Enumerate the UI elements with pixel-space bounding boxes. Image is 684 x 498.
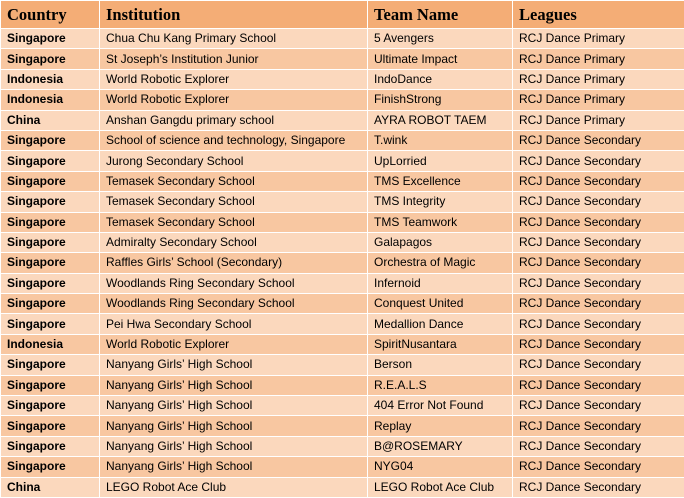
country-cell: Singapore	[1, 192, 100, 212]
league-cell: RCJ Dance Secondary	[513, 457, 684, 477]
table-row	[1, 375, 684, 395]
league-cell: RCJ Dance Secondary	[513, 232, 684, 252]
team-name-cell: IndoDance	[368, 69, 513, 89]
table-row	[1, 90, 684, 110]
team-name-cell: Ultimate Impact	[368, 49, 513, 69]
country-cell: Indonesia	[1, 334, 100, 354]
institution-cell: World Robotic Explorer	[100, 69, 368, 89]
institution-cell: Pei Hwa Secondary School	[100, 314, 368, 334]
institution-cell: Nanyang Girls’ High School	[100, 375, 368, 395]
league-cell: RCJ Dance Secondary	[513, 416, 684, 436]
table-row	[1, 396, 684, 416]
header-team-name: Team Name	[368, 1, 513, 29]
institution-cell: Woodlands Ring Secondary School	[100, 294, 368, 314]
league-cell: RCJ Dance Secondary	[513, 294, 684, 314]
table-body	[1, 29, 684, 498]
institution-cell: Nanyang Girls’ High School	[100, 416, 368, 436]
league-cell: RCJ Dance Secondary	[513, 151, 684, 171]
country-cell: Singapore	[1, 130, 100, 150]
table-row	[1, 253, 684, 273]
country-cell: Singapore	[1, 232, 100, 252]
country-cell: China	[1, 110, 100, 130]
institution-cell: Temasek Secondary School	[100, 212, 368, 232]
table-row	[1, 110, 684, 130]
country-cell: Singapore	[1, 436, 100, 456]
team-name-cell: AYRA ROBOT TAEM	[368, 110, 513, 130]
institution-cell: School of science and technology, Singapore	[100, 130, 368, 150]
league-cell: RCJ Dance Primary	[513, 49, 684, 69]
institution-cell: Temasek Secondary School	[100, 171, 368, 191]
league-cell: RCJ Dance Secondary	[513, 477, 684, 497]
institution-cell: Nanyang Girls’ High School	[100, 457, 368, 477]
table-row	[1, 355, 684, 375]
team-name-cell: R.E.A.L.S	[368, 375, 513, 395]
country-cell: Indonesia	[1, 69, 100, 89]
team-name-cell: Medallion Dance	[368, 314, 513, 334]
table-row	[1, 416, 684, 436]
league-cell: RCJ Dance Secondary	[513, 334, 684, 354]
header-row	[1, 1, 684, 29]
country-cell: Singapore	[1, 151, 100, 171]
table-row	[1, 49, 684, 69]
team-name-cell: B@ROSEMARY	[368, 436, 513, 456]
team-name-cell: 5 Avengers	[368, 29, 513, 49]
institution-cell: Jurong Secondary School	[100, 151, 368, 171]
team-name-cell: Replay	[368, 416, 513, 436]
team-name-cell: Conquest United	[368, 294, 513, 314]
institution-cell: Woodlands Ring Secondary School	[100, 273, 368, 293]
league-cell: RCJ Dance Secondary	[513, 253, 684, 273]
team-name-cell: NYG04	[368, 457, 513, 477]
league-cell: RCJ Dance Primary	[513, 69, 684, 89]
header-leagues: Leagues	[513, 1, 684, 29]
table-row	[1, 294, 684, 314]
table-row	[1, 314, 684, 334]
table-row	[1, 69, 684, 89]
institution-cell: Nanyang Girls’ High School	[100, 355, 368, 375]
table-row	[1, 273, 684, 293]
table-row	[1, 212, 684, 232]
institution-cell: Nanyang Girls’ High School	[100, 396, 368, 416]
table-row	[1, 151, 684, 171]
team-name-cell: Orchestra of Magic	[368, 253, 513, 273]
header-institution: Institution	[100, 1, 368, 29]
institution-cell: Chua Chu Kang Primary School	[100, 29, 368, 49]
country-cell: Singapore	[1, 375, 100, 395]
country-cell: Singapore	[1, 29, 100, 49]
league-cell: RCJ Dance Secondary	[513, 192, 684, 212]
team-name-cell: LEGO Robot Ace Club	[368, 477, 513, 497]
team-name-cell: UpLorried	[368, 151, 513, 171]
league-cell: RCJ Dance Secondary	[513, 273, 684, 293]
country-cell: Singapore	[1, 253, 100, 273]
team-name-cell: Infernoid	[368, 273, 513, 293]
country-cell: Singapore	[1, 457, 100, 477]
team-name-cell: Berson	[368, 355, 513, 375]
country-cell: Singapore	[1, 416, 100, 436]
table-row	[1, 192, 684, 212]
team-name-cell: T.wink	[368, 130, 513, 150]
institution-cell: World Robotic Explorer	[100, 334, 368, 354]
table-row	[1, 436, 684, 456]
table-row	[1, 130, 684, 150]
country-cell: Singapore	[1, 171, 100, 191]
league-cell: RCJ Dance Secondary	[513, 436, 684, 456]
country-cell: Singapore	[1, 49, 100, 69]
league-cell: RCJ Dance Secondary	[513, 130, 684, 150]
table-row	[1, 171, 684, 191]
team-name-cell: 404 Error Not Found	[368, 396, 513, 416]
table-row	[1, 457, 684, 477]
team-name-cell: FinishStrong	[368, 90, 513, 110]
league-cell: RCJ Dance Primary	[513, 90, 684, 110]
team-name-cell: SpiritNusantara	[368, 334, 513, 354]
team-name-cell: TMS Teamwork	[368, 212, 513, 232]
league-cell: RCJ Dance Primary	[513, 29, 684, 49]
institution-cell: LEGO Robot Ace Club	[100, 477, 368, 497]
institution-cell: St Joseph’s Institution Junior	[100, 49, 368, 69]
header-country: Country	[1, 1, 100, 29]
country-cell: Singapore	[1, 212, 100, 232]
league-cell: RCJ Dance Secondary	[513, 355, 684, 375]
league-cell: RCJ Dance Secondary	[513, 171, 684, 191]
table-row	[1, 477, 684, 497]
institution-cell: World Robotic Explorer	[100, 90, 368, 110]
institution-cell: Nanyang Girls’ High School	[100, 436, 368, 456]
league-cell: RCJ Dance Secondary	[513, 314, 684, 334]
institution-cell: Admiralty Secondary School	[100, 232, 368, 252]
league-cell: RCJ Dance Secondary	[513, 375, 684, 395]
institution-cell: Raffles Girls’ School (Secondary)	[100, 253, 368, 273]
table-row	[1, 334, 684, 354]
team-name-cell: TMS Integrity	[368, 192, 513, 212]
country-cell: Singapore	[1, 355, 100, 375]
country-cell: Singapore	[1, 294, 100, 314]
country-cell: Singapore	[1, 314, 100, 334]
league-cell: RCJ Dance Primary	[513, 110, 684, 130]
team-name-cell: TMS Excellence	[368, 171, 513, 191]
institution-cell: Temasek Secondary School	[100, 192, 368, 212]
team-name-cell: Galapagos	[368, 232, 513, 252]
country-cell: Singapore	[1, 396, 100, 416]
league-cell: RCJ Dance Secondary	[513, 396, 684, 416]
table-row	[1, 29, 684, 49]
league-cell: RCJ Dance Secondary	[513, 212, 684, 232]
table-row	[1, 232, 684, 252]
country-cell: Singapore	[1, 273, 100, 293]
institution-cell: Anshan Gangdu primary school	[100, 110, 368, 130]
country-cell: China	[1, 477, 100, 497]
country-cell: Indonesia	[1, 90, 100, 110]
